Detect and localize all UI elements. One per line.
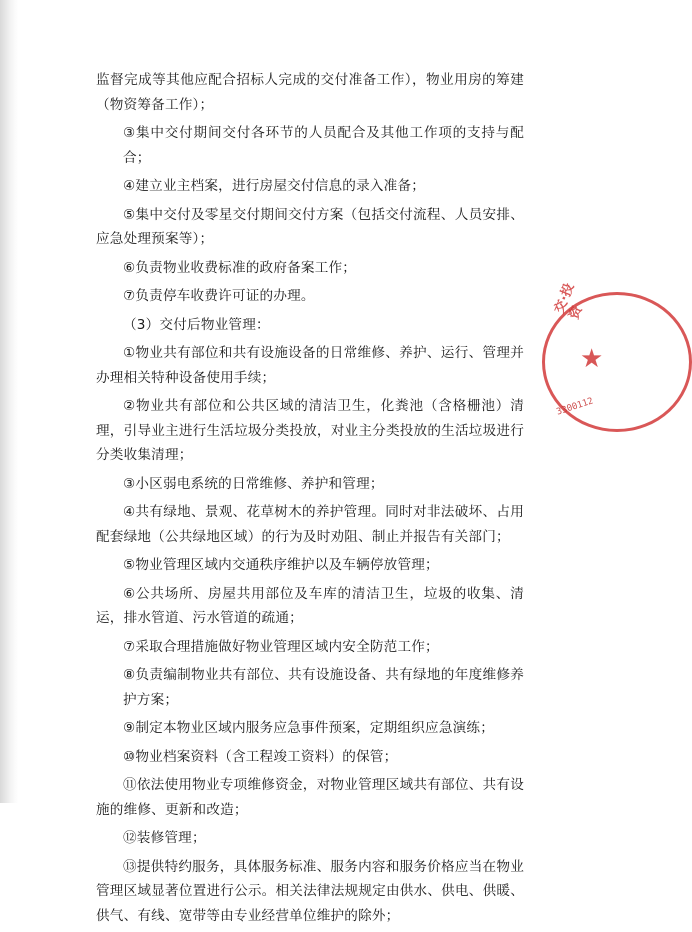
section-heading-3: （3）交付后物业管理： [123, 316, 270, 333]
post-item-12: ⑫装修管理； [123, 830, 206, 846]
post-item-11: ⑪依法使用物业专项维修资金，对物业管理区域共有部位、共有设施的维修、更新和改造； [96, 777, 524, 818]
post-item-2: ②物业共有部位和公共区域的清洁卫生，化粪池（含格栅池）清理，引导业主进行生活垃圾分类投放，对业主分类投放的生活垃圾进行分类收集清理； [96, 398, 524, 463]
list-item-4: ④建立业主档案，进行房屋交付信息的录入准备； [123, 178, 426, 194]
post-item-4: ④共有绿地、景观、花草树木的养护管理。同时对非法破坏、占用配套绿地（公共绿地区域）的行为及时劝阻、制止并报告有关部门； [96, 504, 524, 545]
document-body [96, 68, 524, 932]
list-item-7: ⑦负责停车收费许可证的办理。 [123, 288, 315, 304]
post-item-5: ⑤物业管理区域内交通秩序维护以及车辆停放管理； [123, 557, 439, 573]
post-item-7: ⑦采取合理措施做好物业管理区域内安全防范工作； [123, 638, 439, 655]
paragraph-continuation: 监督完成等其他应配合招标人完成的交付准备工作），物业用房的筹建（物资筹备工作）； [96, 72, 524, 113]
list-item-3: ③集中交付期间交付各环节的人员配合及其他工作项的支持与配合； [123, 125, 524, 166]
list-item-5: ⑤集中交付及零星交付期间交付方案（包括交付流程、人员安排、应急处理预案等）； [96, 206, 524, 247]
official-seal-stamp [542, 281, 604, 432]
list-item-6: ⑥负责物业收费标准的政府备案工作； [123, 259, 357, 276]
scan-edge-shadow [0, 0, 18, 803]
post-item-9: ⑨制定本物业区域内服务应急事件预案，定期组织应急演练； [123, 720, 495, 736]
seal-number: 3300112 [555, 396, 595, 418]
post-item-8: ⑧负责编制物业共有部位、共有设施设备、共有绿地的年度维修养护方案； [123, 667, 524, 708]
post-item-10: ⑩物业档案资料（含工程竣工资料）的保管； [123, 748, 398, 765]
post-item-3: ③小区弱电系统的日常维修、养护和管理； [123, 475, 384, 492]
post-item-6: ⑥公共场所、房屋共用部位及车库的清洁卫生，垃圾的收集、清运，排水管道、污水管道的疏通； [96, 585, 524, 626]
post-item-13: ⑬提供特约服务，具体服务标准、服务内容和服务价格应当在物业管理区域显著位置进行公示。相关法律法规规定由供水、供电、供暖、供气、有线、宽带等由专业经营单位维护的除外； [96, 858, 524, 924]
post-item-1: ①物业共有部位和共有设施设备的日常维修、养护、运行、管理并办理相关特种设备使用手续； [96, 345, 524, 386]
seal-star-icon: ★ [580, 344, 604, 374]
seal-text: 交·投资 [552, 281, 586, 322]
